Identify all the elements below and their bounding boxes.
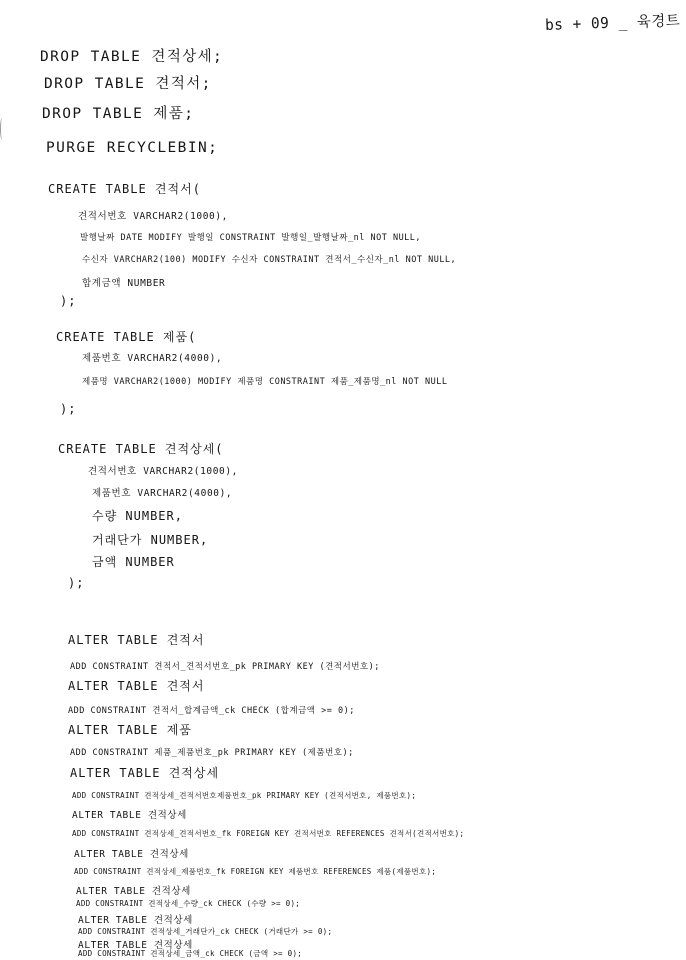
sql-line: CREATE TABLE 견적상세( bbox=[58, 442, 224, 456]
author-tag: bs + 09 _ 육경트 bbox=[544, 11, 681, 34]
sql-line: ALTER TABLE 견적상세 bbox=[70, 766, 220, 780]
sql-line: DROP TABLE 견적서; bbox=[44, 76, 212, 92]
sql-line: ); bbox=[60, 294, 77, 308]
sql-line: ADD CONSTRAINT 제품_제품번호_pk PRIMARY KEY (제품번호); bbox=[70, 748, 354, 758]
sql-line: 견적서번호 VARCHAR2(1000), bbox=[78, 211, 228, 222]
sql-line: ADD CONSTRAINT 견적서_합계금액_ck CHECK (합계금액 >= 0); bbox=[68, 706, 355, 716]
sql-line: ADD CONSTRAINT 견적상세_금액_ck CHECK (금액 >= 0); bbox=[78, 949, 303, 958]
sql-line: ADD CONSTRAINT 견적서_견적서번호_pk PRIMARY KEY (견적서번호); bbox=[70, 662, 380, 672]
sql-line: ALTER TABLE 견적상세 bbox=[72, 810, 187, 821]
sql-line: 제품명 VARCHAR2(1000) MODIFY 제품명 CONSTRAINT 제품_제품명_nl NOT NULL bbox=[82, 377, 448, 387]
sql-line: ADD CONSTRAINT 견적상세_거래단가_ck CHECK (거래단가 >= 0); bbox=[78, 927, 333, 936]
sql-line: 금액 NUMBER bbox=[92, 555, 175, 569]
sql-line: ADD CONSTRAINT 견적상세_제품번호_fk FOREIGN KEY 제품번호 REFERENCES 제품(제품번호); bbox=[74, 867, 437, 876]
sql-line: DROP TABLE 견적상세; bbox=[40, 49, 224, 65]
sql-line: ALTER TABLE 견적상세 bbox=[76, 886, 191, 897]
sql-line: 제품번호 VARCHAR2(4000), bbox=[92, 488, 233, 499]
sql-line: ADD CONSTRAINT 견적상세_수량_ck CHECK (수량 >= 0); bbox=[76, 899, 301, 908]
sql-line: ADD CONSTRAINT 견적상세_견적서번호_fk FOREIGN KEY 견적서번호 REFERENCES 견적서(견적서번호); bbox=[72, 829, 465, 838]
sql-line: ADD CONSTRAINT 견적상세_견적서번호제품번호_pk PRIMARY KEY (견적서번호, 제품번호); bbox=[72, 791, 417, 800]
sql-line: 합계금액 NUMBER bbox=[82, 278, 166, 289]
sql-line: 견적서번호 VARCHAR2(1000), bbox=[88, 466, 238, 477]
sql-line: ALTER TABLE 제품 bbox=[68, 723, 192, 737]
sql-line: DROP TABLE 제품; bbox=[42, 106, 195, 122]
margin-mark bbox=[0, 118, 4, 140]
sql-line: 거래단가 NUMBER, bbox=[92, 533, 209, 547]
sql-line: PURGE RECYCLEBIN; bbox=[46, 140, 219, 156]
sql-line: ALTER TABLE 견적상세 bbox=[78, 940, 193, 951]
sql-line: ); bbox=[60, 402, 77, 416]
sql-line: 수량 NUMBER, bbox=[92, 509, 183, 523]
sql-line: ); bbox=[68, 576, 85, 590]
sql-line: ALTER TABLE 견적서 bbox=[68, 679, 205, 693]
sql-line: ALTER TABLE 견적상세 bbox=[78, 915, 193, 926]
sql-line: CREATE TABLE 제품( bbox=[56, 330, 197, 344]
sql-line: ALTER TABLE 견적상세 bbox=[74, 849, 189, 860]
sql-line: 수신자 VARCHAR2(100) MODIFY 수신자 CONSTRAINT 견적서_수신자_nl NOT NULL, bbox=[82, 255, 457, 265]
sql-line: 제품번호 VARCHAR2(4000), bbox=[82, 353, 223, 364]
sql-line: 발행날짜 DATE MODIFY 발행일 CONSTRAINT 발행일_발행날짜_nl NOT NULL, bbox=[80, 233, 422, 243]
sql-line: ALTER TABLE 견적서 bbox=[68, 633, 205, 647]
sql-line: CREATE TABLE 견적서( bbox=[48, 182, 201, 196]
